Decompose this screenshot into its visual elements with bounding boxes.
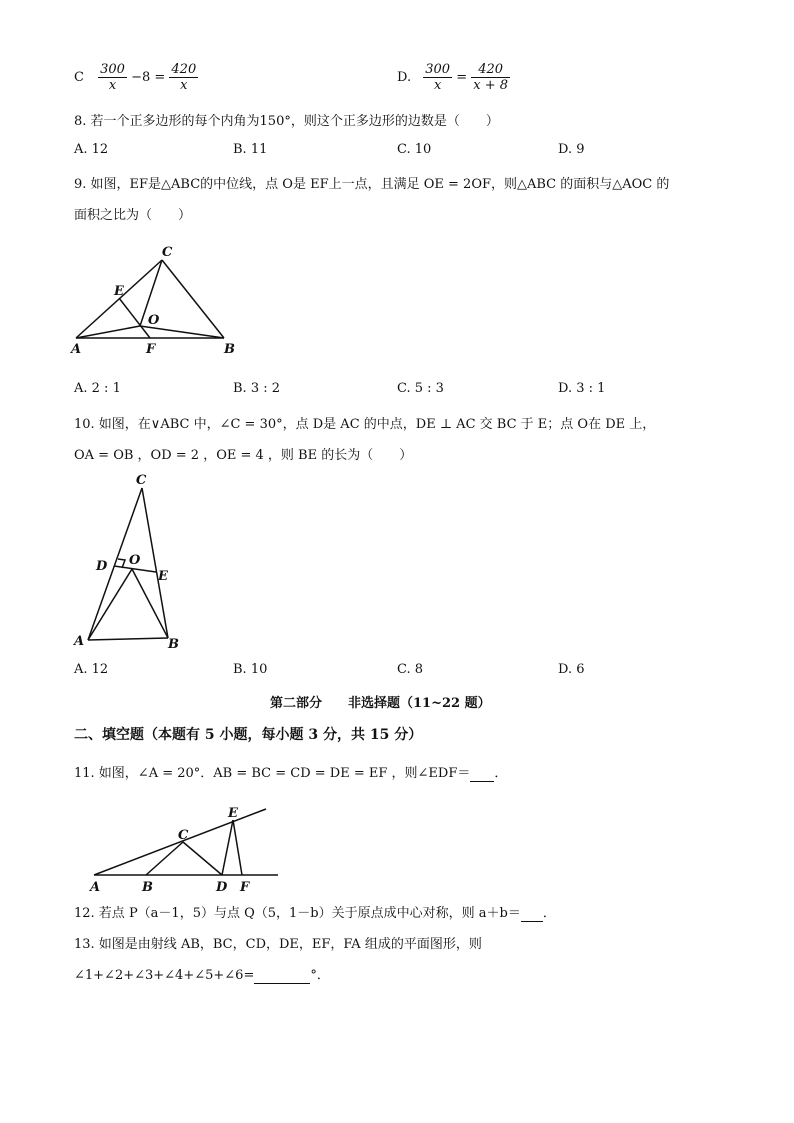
numerator: 420 xyxy=(171,62,197,77)
q8-option-d: D. 9 xyxy=(558,142,585,157)
q9-option-d: D. 3 : 1 xyxy=(558,381,606,396)
q12-stem-text: 12. 若点 P（a－1，5）与点 Q（5，1－b）关于原点成中心对称，则 a＋b＝ xyxy=(74,906,521,921)
q10-option-c: C. 8 xyxy=(397,662,424,677)
q12-stem xyxy=(74,902,556,922)
q8-stem: 8. 若一个正多边形的每个内角为150°，则这个正多边形的边数是（ ） xyxy=(74,114,499,129)
q13-stem-text: ∠1+∠2+∠3+∠4+∠5+∠6= xyxy=(74,968,255,983)
label-a: A xyxy=(71,342,82,357)
label-a: A xyxy=(74,634,85,649)
q8-option-b: B. 11 xyxy=(233,142,268,157)
fraction xyxy=(471,62,510,93)
q8-option-c: C. 10 xyxy=(397,142,432,157)
segment-ab xyxy=(88,638,168,640)
q9-option-b: B. 3 : 2 xyxy=(233,381,281,396)
label-d: D xyxy=(216,880,228,895)
label-b: B xyxy=(224,342,235,357)
q10-option-b: B. 10 xyxy=(233,662,268,677)
numerator: 300 xyxy=(100,62,125,77)
label-d: D xyxy=(96,559,108,574)
segment-ef xyxy=(233,820,242,875)
label-c: C xyxy=(136,473,147,488)
label-e: E xyxy=(114,284,124,299)
q9-stem-line1: 9. 如图，EF是△ABC的中位线，点 O是 EF上一点，且满足 OE = 2OF，则△ABC 的面积与△AOC 的 xyxy=(74,177,670,192)
label-o: O xyxy=(148,313,160,328)
q10-option-d: D. 6 xyxy=(558,662,585,677)
numerator: 420 xyxy=(471,62,510,78)
denominator: x + 8 xyxy=(473,78,509,93)
segment-ao xyxy=(76,326,140,338)
answer-blank xyxy=(521,906,543,922)
segment-cd xyxy=(183,842,222,875)
label-e: E xyxy=(158,569,168,584)
q9-option-c: C. 5 : 3 xyxy=(397,381,444,396)
label-b: B xyxy=(142,880,153,895)
numerator: 300 xyxy=(425,62,451,77)
label-e: E xyxy=(228,806,238,821)
q12-stem-end: ． xyxy=(542,906,556,921)
label-f: F xyxy=(146,342,156,357)
denominator: x xyxy=(108,78,117,93)
q10-triangle-figure xyxy=(68,470,198,655)
label-b: B xyxy=(168,637,179,652)
q7-option-c xyxy=(74,62,198,93)
label-c: C xyxy=(162,245,173,260)
q11-figure xyxy=(88,803,288,895)
fraction xyxy=(98,62,127,93)
q13-stem-end: °． xyxy=(310,968,330,983)
q11-stem-text: 11. 如图，∠A = 20°．AB = BC = CD = DE = EF ，则∠EDF＝ xyxy=(74,766,471,781)
q13-stem-line2 xyxy=(74,964,330,984)
segment-bc xyxy=(162,260,224,338)
segment-bc xyxy=(142,488,168,638)
q13-stem-line1: 13. 如图是由射线 AB，BC，CD，DE，EF，FA 组成的平面图形，则 xyxy=(74,937,482,952)
segment-de xyxy=(222,820,233,875)
segment-bc xyxy=(146,842,183,875)
option-label: D. xyxy=(397,70,412,85)
q9-option-a: A. 2 : 1 xyxy=(74,381,121,396)
operator: = xyxy=(456,70,468,85)
q10-stem-line1: 10. 如图，在∨ABC 中，∠C = 30°，点 D是 AC 的中点，DE ⊥ AC 交 BC 于 E；点 O在 DE 上， xyxy=(74,417,656,432)
denominator: x xyxy=(180,78,188,93)
label-a: A xyxy=(90,880,101,895)
q9-stem-line2: 面积之比为（ ） xyxy=(74,208,192,223)
label-c: C xyxy=(178,828,189,843)
q11-stem xyxy=(74,762,507,782)
label-o: O xyxy=(129,553,141,568)
answer-blank xyxy=(470,766,494,782)
denominator: x xyxy=(433,78,442,93)
q8-option-a: A. 12 xyxy=(74,142,109,157)
operator: −8 = xyxy=(131,70,166,85)
q7-option-d xyxy=(397,62,510,93)
fraction xyxy=(169,62,198,93)
answer-blank xyxy=(254,968,310,984)
q10-stem-line2: OA = OB ，OD = 2 ，OE = 4 ，则 BE 的长为（ ） xyxy=(74,448,413,463)
part2-title: 第二部分 非选择题（11~22 题） xyxy=(270,696,491,711)
option-label: C xyxy=(74,70,84,85)
section2-title: 二、填空题（本题有 5 小题，每小题 3 分，共 15 分） xyxy=(74,727,423,743)
q9-triangle-figure xyxy=(68,240,248,360)
segment-ef xyxy=(119,298,150,338)
label-f: F xyxy=(240,880,250,895)
fraction xyxy=(423,62,452,93)
q10-option-a: A. 12 xyxy=(74,662,109,677)
q11-stem-end: ． xyxy=(494,766,508,781)
